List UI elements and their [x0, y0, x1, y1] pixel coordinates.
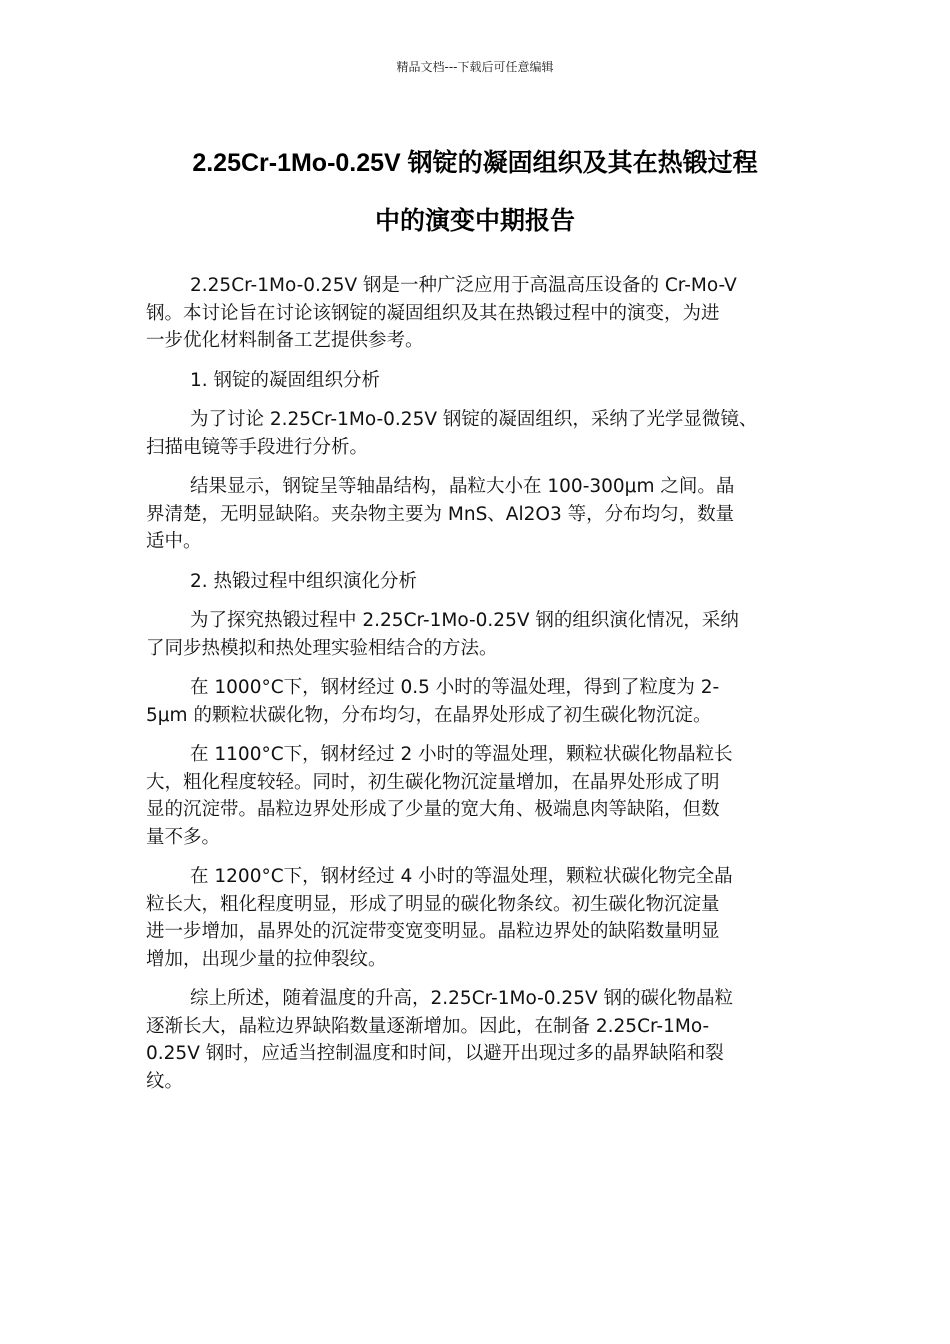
- text-line: 一步优化材料制备工艺提供参考。: [146, 330, 424, 351]
- text-line: 显的沉淀带。晶粒边界处形成了少量的宽大角、极端息肉等缺陷，但数: [146, 799, 720, 820]
- text-line: 增加，出现少量的拉伸裂纹。: [146, 948, 387, 970]
- section-heading: [146, 568, 811, 596]
- text-line: 逐渐长大，晶粒边界缺陷数量逐渐增加。因此，在制备 2.25Cr-1Mo-: [146, 1015, 710, 1037]
- title-line-2: 中的演变中期报告: [374, 207, 575, 235]
- paragraph: [146, 272, 811, 355]
- text-line: 在 1000°C下，钢材经过 0.5 小时的等温处理，得到了粒度为 2-: [190, 677, 720, 698]
- text-line: 1. 钢锭的凝固组织分析: [190, 369, 381, 391]
- document-body: [146, 272, 811, 1107]
- paragraph: [146, 406, 811, 461]
- text-line: 0.25V 钢时，应适当控制温度和时间，以避开出现过多的晶界缺陷和裂: [146, 1043, 724, 1064]
- text-line: 进一步增加，晶界处的沉淀带变宽变明显。晶粒边界处的缺陷数量明显: [146, 921, 720, 942]
- page-title: [120, 134, 830, 250]
- paragraph: [146, 473, 811, 556]
- text-line: 粒长大，粗化程度明显，形成了明显的碳化物条纹。初生碳化物沉淀量: [146, 893, 720, 915]
- text-line: 在 1200°C下，钢材经过 4 小时的等温处理，颗粒状碳化物完全晶: [190, 866, 733, 887]
- text-line: 在 1100°C下，钢材经过 2 小时的等温处理，颗粒状碳化物晶粒长: [190, 744, 733, 765]
- title-line-1: 2.25Cr-1Mo-0.25V 钢锭的凝固组织及其在热锻过程: [192, 149, 758, 177]
- text-line: 2. 热锻过程中组织演化分析: [190, 570, 418, 592]
- text-line: 钢。本讨论旨在讨论该钢锭的凝固组织及其在热锻过程中的演变，为进: [146, 302, 720, 324]
- paragraph: [146, 863, 811, 973]
- text-line: 量不多。: [146, 826, 221, 848]
- text-line: 纹。: [146, 1070, 184, 1092]
- text-line: 2.25Cr-1Mo-0.25V 钢是一种广泛应用于高温高压设备的 Cr-Mo-V: [190, 275, 737, 296]
- text-line: 结果显示，钢锭呈等轴晶结构，晶粒大小在 100-300μm 之间。晶: [190, 476, 735, 497]
- paragraph: [146, 741, 811, 851]
- text-line: 为了探究热锻过程中 2.25Cr-1Mo-0.25V 钢的组织演化情况，采纳: [190, 610, 739, 631]
- text-line: 大，粗化程度较轻。同时，初生碳化物沉淀量增加，在晶界处形成了明: [146, 771, 720, 793]
- text-line: 了同步热模拟和热处理实验相结合的方法。: [146, 637, 498, 659]
- header-note: 精品文档---下载后可任意编辑: [396, 60, 554, 74]
- text-line: 为了讨论 2.25Cr-1Mo-0.25V 钢锭的凝固组织，采纳了光学显微镜、: [190, 409, 758, 430]
- text-line: 扫描电镜等手段进行分析。: [146, 436, 369, 458]
- text-line: 界清楚，无明显缺陷。夹杂物主要为 MnS、Al2O3 等，分布均匀，数量: [146, 503, 735, 525]
- text-line: 5μm 的颗粒状碳化物，分布均匀，在晶界处形成了初生碳化物沉淀。: [146, 704, 712, 726]
- paragraph: [146, 674, 811, 729]
- paragraph: [146, 607, 811, 662]
- text-line: 适中。: [146, 531, 202, 552]
- text-line: 综上所述，随着温度的升高，2.25Cr-1Mo-0.25V 钢的碳化物晶粒: [190, 988, 734, 1009]
- paragraph: [146, 985, 811, 1095]
- section-heading: [146, 367, 811, 395]
